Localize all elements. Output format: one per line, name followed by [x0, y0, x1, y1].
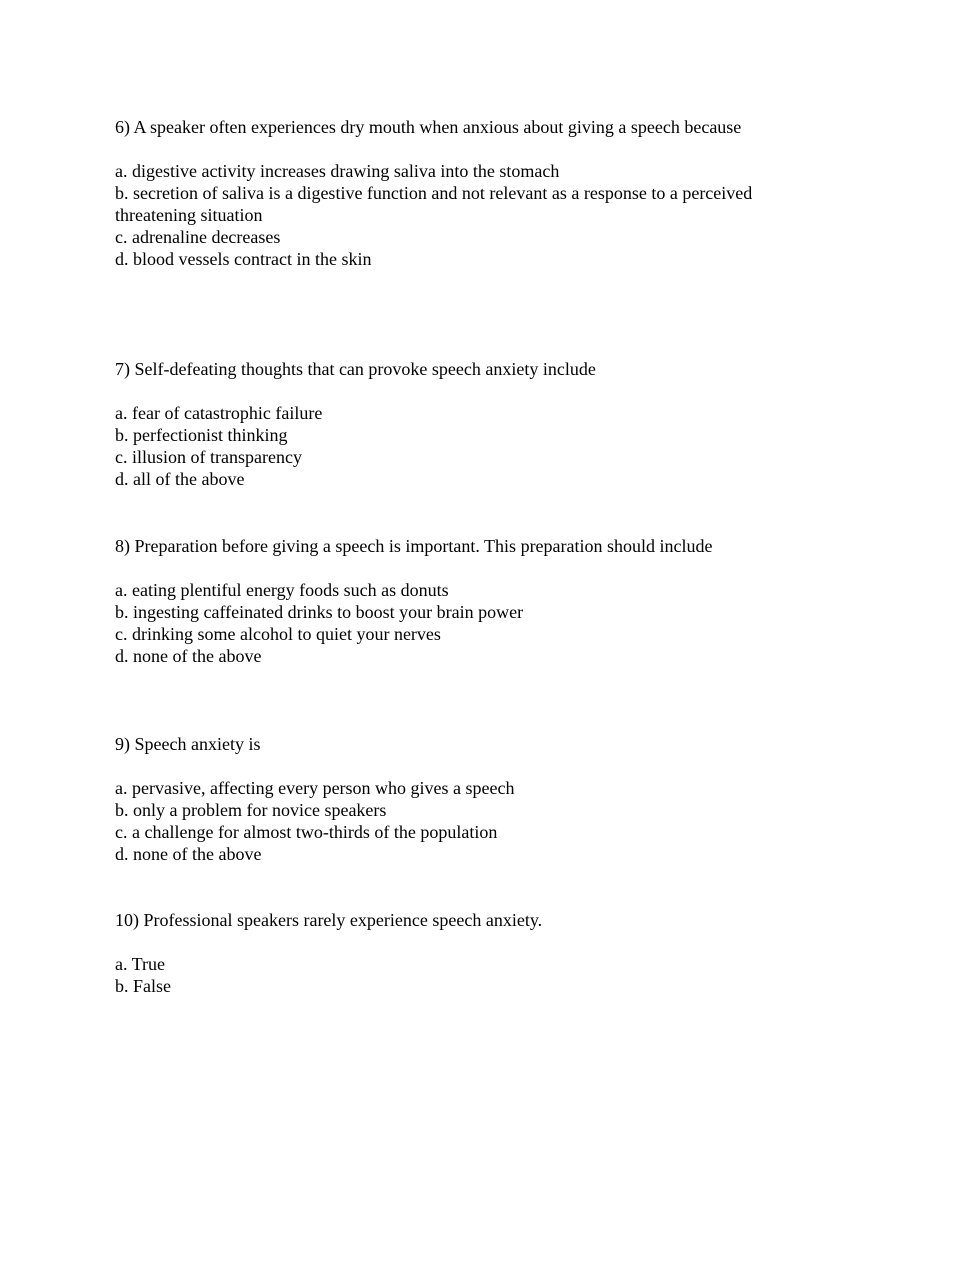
- answer-option: b. perfectionist thinking: [115, 425, 288, 445]
- answer-option: b. only a problem for novice speakers: [115, 800, 387, 820]
- question-stem: 10) Professional speakers rarely experience speech anxiety.: [115, 910, 543, 930]
- answer-option: c. a challenge for almost two-thirds of the population: [115, 822, 498, 842]
- question-stem: 7) Self-defeating thoughts that can provoke speech anxiety include: [115, 359, 596, 379]
- answer-option: d. all of the above: [115, 469, 245, 489]
- answer-options: [115, 402, 835, 490]
- answer-option: b. False: [115, 976, 171, 996]
- answer-option: c. adrenaline decreases: [115, 227, 281, 247]
- answer-options: [115, 953, 835, 997]
- answer-options: [115, 579, 835, 667]
- answer-option: a. pervasive, affecting every person who gives a speech: [115, 778, 515, 798]
- answer-option: a. digestive activity increases drawing saliva into the stomach: [115, 161, 560, 181]
- answer-options: [115, 777, 835, 865]
- answer-option: d. none of the above: [115, 844, 262, 864]
- answer-option: a. True: [115, 954, 166, 974]
- answer-options: [115, 160, 835, 270]
- question-stem: 6) A speaker often experiences dry mouth when anxious about giving a speech because: [115, 117, 742, 137]
- answer-option: d. none of the above: [115, 646, 262, 666]
- answer-option: b. ingesting caffeinated drinks to boost your brain power: [115, 602, 524, 622]
- question-stem: 9) Speech anxiety is: [115, 734, 261, 754]
- answer-option: b. secretion of saliva is a digestive function and not relevant as a response to a perceived threatening situation: [115, 183, 753, 225]
- answer-option: d. blood vessels contract in the skin: [115, 249, 372, 269]
- question-10: [115, 909, 835, 997]
- question-6: [115, 116, 835, 270]
- question-stem: 8) Preparation before giving a speech is important. This preparation should include: [115, 536, 713, 556]
- answer-option: c. illusion of transparency: [115, 447, 302, 467]
- question-9: [115, 733, 835, 865]
- question-8: [115, 535, 835, 667]
- answer-option: a. fear of catastrophic failure: [115, 403, 323, 423]
- answer-option: a. eating plentiful energy foods such as donuts: [115, 580, 449, 600]
- answer-option: c. drinking some alcohol to quiet your nerves: [115, 624, 441, 644]
- question-7: [115, 358, 835, 490]
